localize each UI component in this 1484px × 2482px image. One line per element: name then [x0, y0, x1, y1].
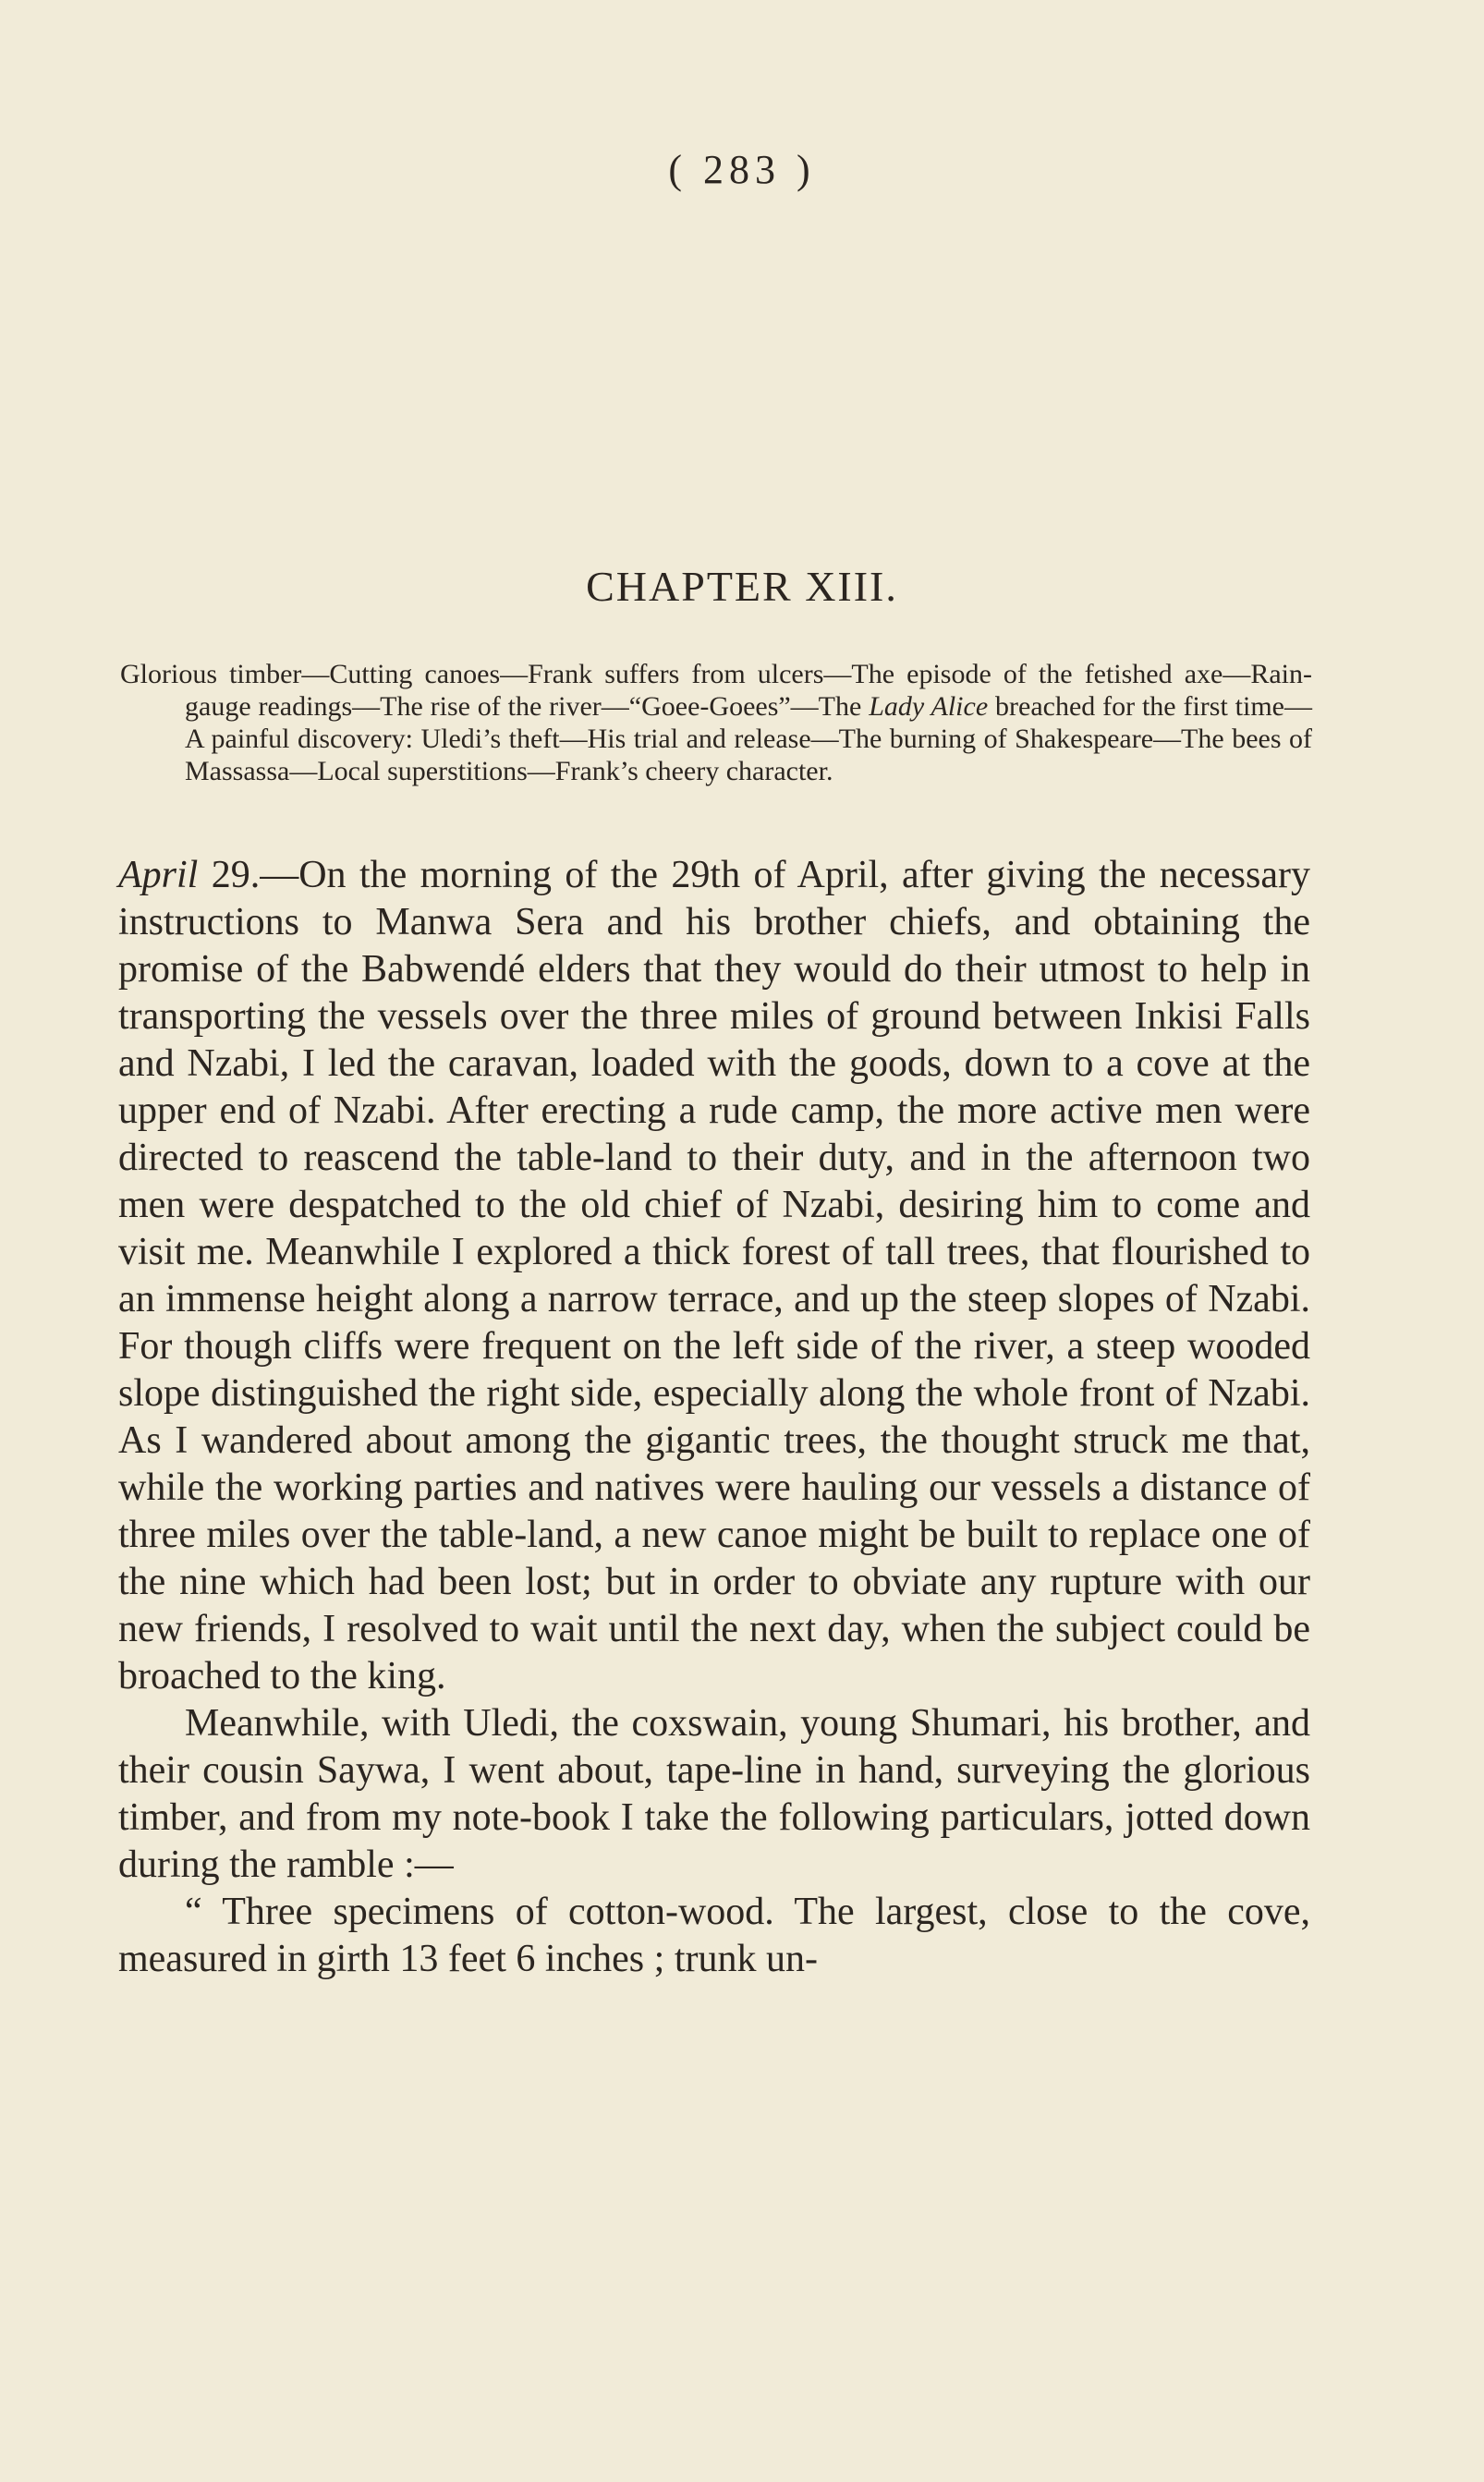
paragraph-text: 29.—On the morning of the 29th of April, after giving the necessary instructions to Manwa Sera and his brother chiefs, and obtaining the promise of the Babwendé elders that they would do their utmost to help in transporting the vessels over the three miles of ground between Inkisi Falls and Nzabi, I led the caravan, loaded with the goods, down to a cove at the upper end of Nzabi. After erecting a rude camp, the more active men were directed to reascend the table-land to their duty, and in the afternoon two men were despatched to the old chief of Nzabi, desiring him to come and visit me. Meanwhile I explored a thick forest of tall trees, that flourished to an immense height along a narrow terrace, and up the steep slopes of Nzabi. For though cliffs were frequent on the left side of the river, a steep wooded slope distinguished the right side, especially along the whole front of Nzabi. As I wandered about among the gigantic trees, the thought struck me that, while the working parties and natives were hauling our vessels a distance of three miles over the table-land, a new canoe might be built to replace one of the nine which had been lost; but in order to obviate any rupture with our new friends, I resolved to wait until the next day, when the subject could be broached to the king. — [118, 854, 1310, 1697]
body-text — [118, 852, 1310, 1983]
chapter-title: CHAPTER XIII. — [586, 563, 898, 610]
synopsis-text-part2: breached for the first time—A painful discovery: Uledi’s theft—His trial and release—The burning of Shakespeare—The bees of Massassa—Local superstitions—Frank’s cheery character. — [185, 691, 1312, 786]
paragraph-meanwhile: Meanwhile, with Uledi, the coxswain, young Shumari, his brother, and their cousin Saywa, I went about, tape-line in hand, surveying the glorious timber, and from my note-book I take the following particulars, jotted down during the ramble :— — [118, 1702, 1310, 1886]
date-lead: April — [118, 854, 199, 896]
chapter-synopsis — [120, 658, 1312, 787]
page-number: ( 283 ) — [668, 147, 816, 192]
synopsis-text-part1: Glorious timber—Cutting canoes—Frank suffers from ulcers—The episode of the fetished axe—Rain-gauge readings—The rise of the river—“Goee-Goees”—The — [120, 659, 1312, 722]
synopsis-ship-name: Lady Alice — [869, 691, 989, 722]
paragraph-april-29 — [118, 852, 1310, 1700]
paragraph-quote: “ Three specimens of cotton-wood. The largest, close to the cove, measured in girth 13 feet 6 inches ; trunk un- — [118, 1891, 1310, 1980]
